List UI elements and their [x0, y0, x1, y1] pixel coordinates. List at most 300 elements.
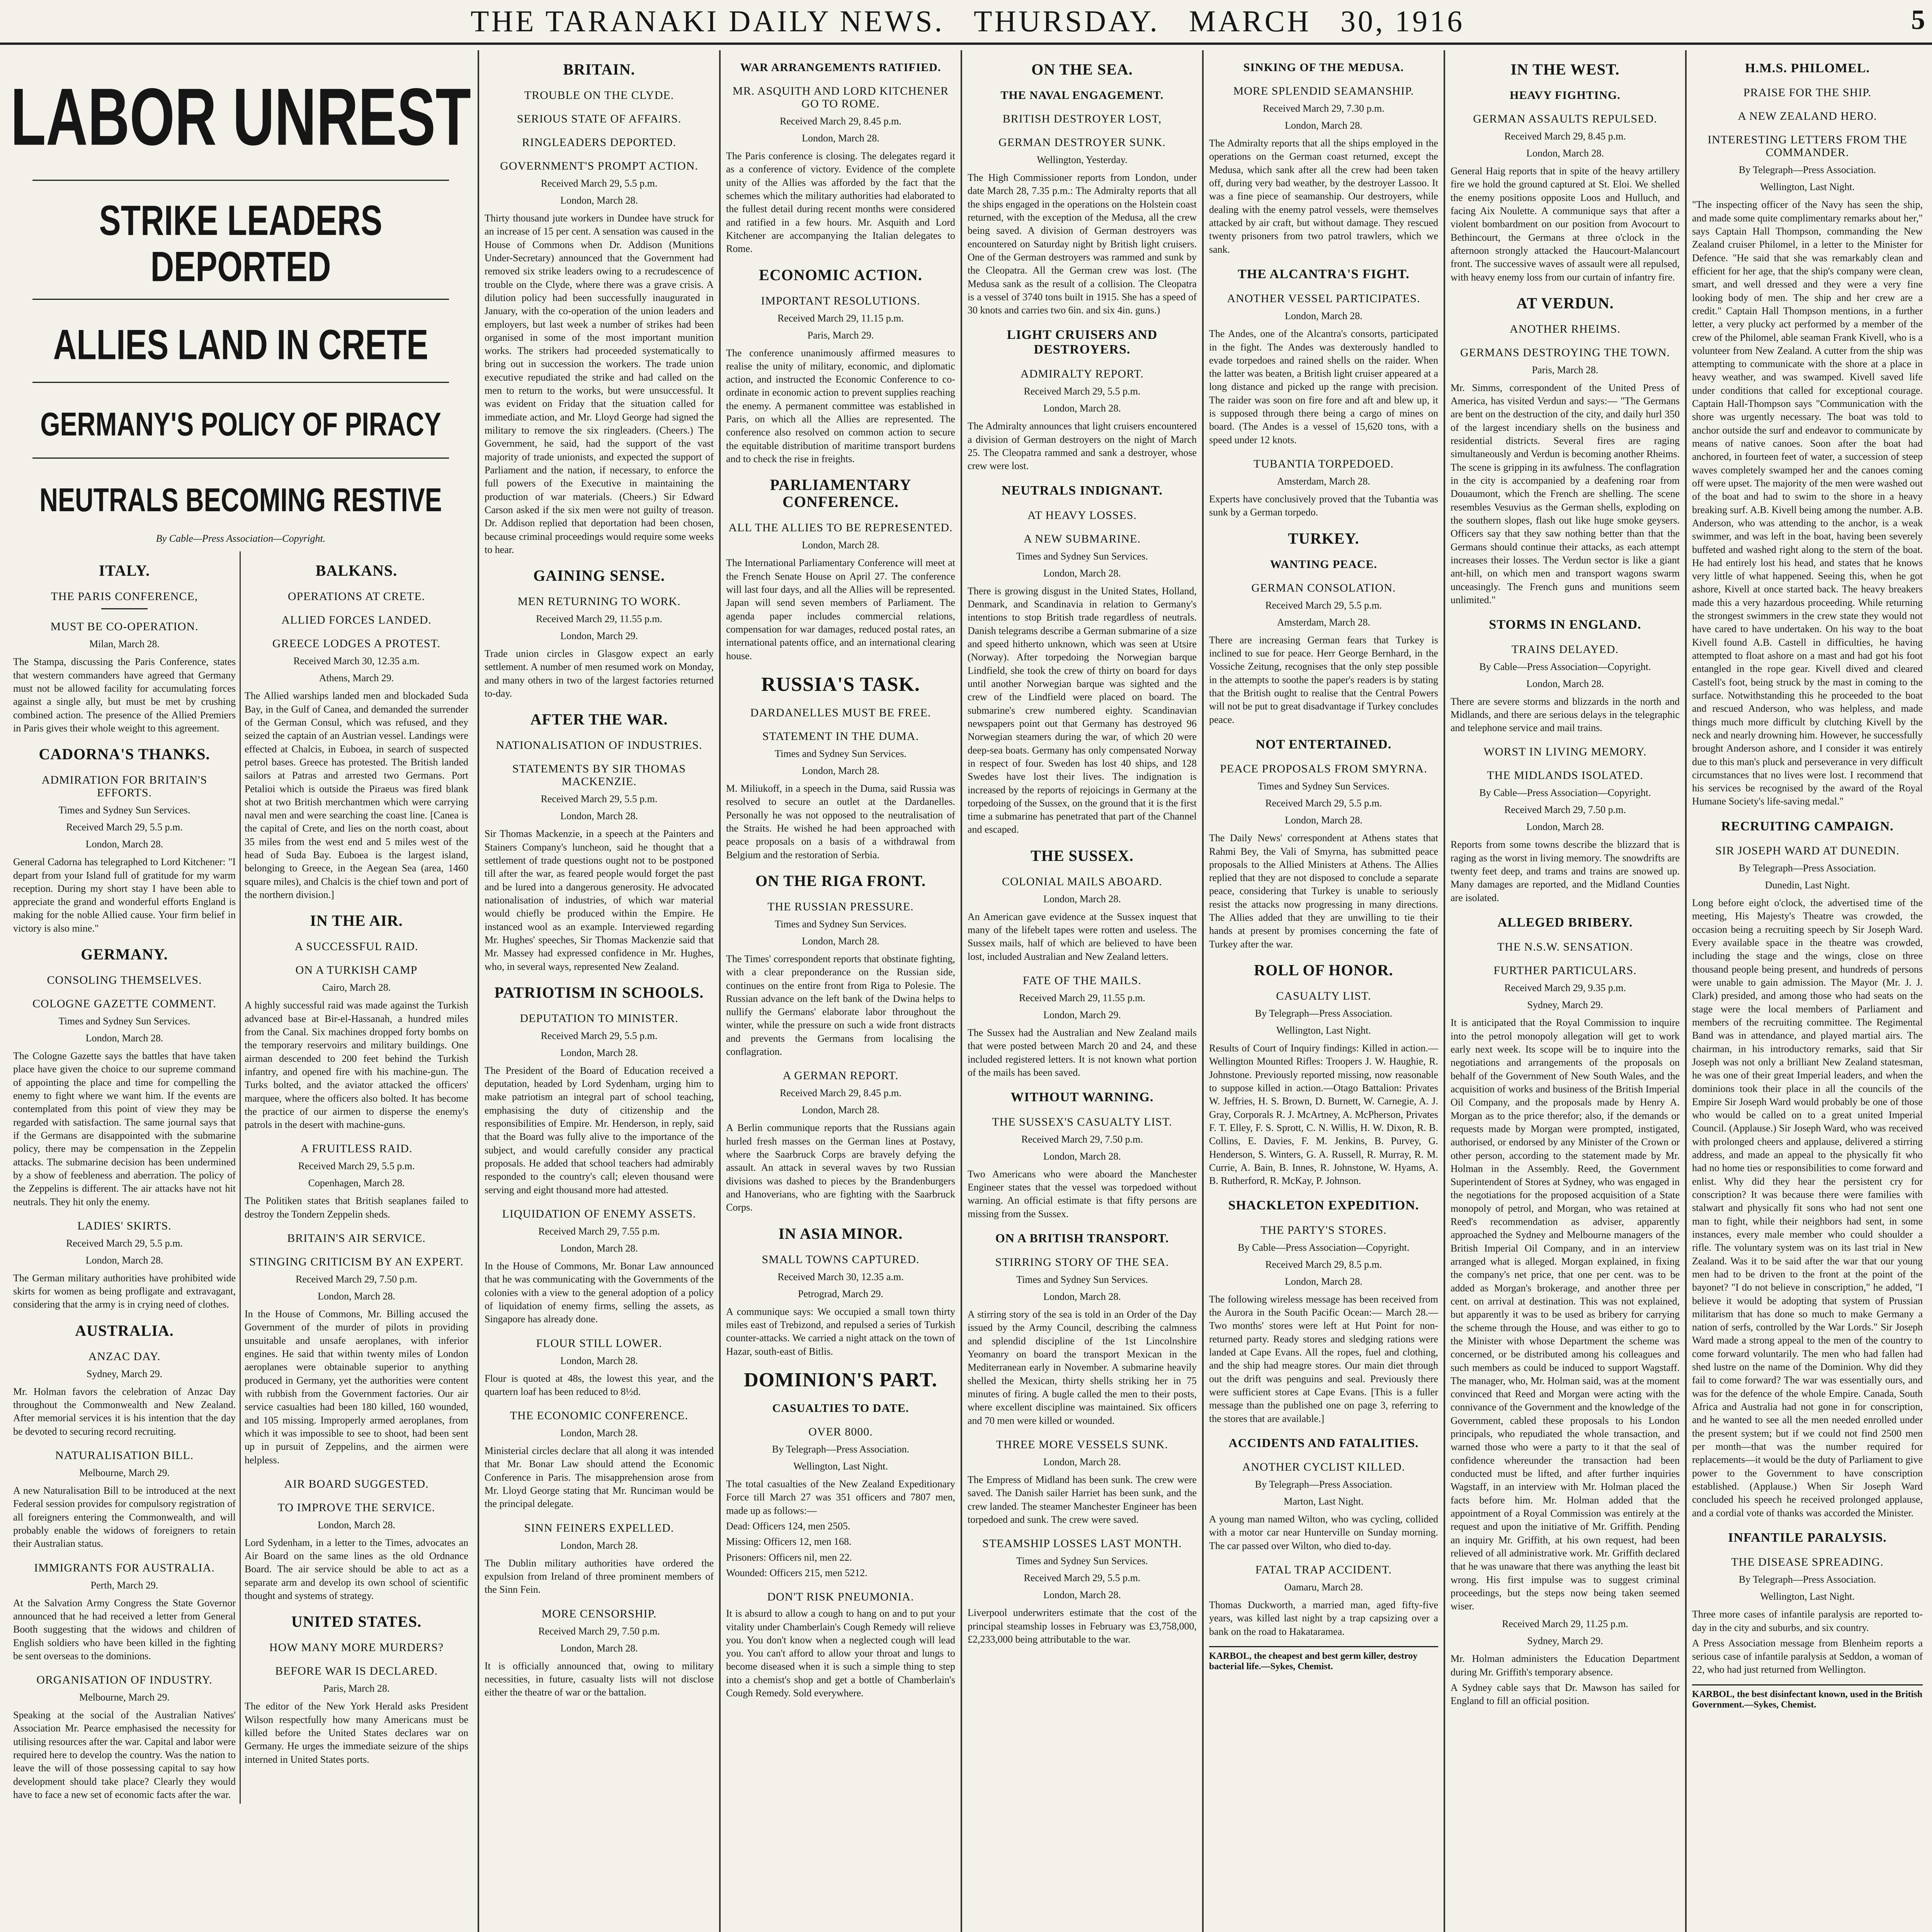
subheading: THE RUSSIAN PRESSURE.: [767, 900, 914, 913]
article-text: The following wireless message has been received from the Aurora in the South Pacific Ocean:— March 28.—Two months' stores were left at Hut Point for non-returned party. Ready stores and sledging rations were landed at Cape Evans. All the ropes, fuel and clothing, and the ship had meagre stores. Our main diet through out the drift was penguins and seal. Previously there were sufficient stores at Cape Evans. [This is a fuller message than the published one on page 3, referring to the stores that are available.]: [1209, 1293, 1438, 1424]
article-text: The Andes, one of the Alcantra's consorts, participated in the fight. The Andes was dexterously handled to evade torpedoes and rained shells on the raider. When the latter was beaten, a British light cruiser appeared at a long distance and picked up the range with precision. The raider was soon on fire fore and aft and blew up, it is supposed through there being a cargo of mines on board. (The Andes is a vessel of 15,620 tons, with a speed under 12 knots.: [1209, 328, 1438, 446]
article-text: There is growing disgust in the United States, Holland, Denmark, and Scandinavia in relation to Germany's intentions to stop British trade regardless of neutrals. Danish telegrams describe a German submarine of a size and speed hitherto unknown, which was seen at Utsire (Norway). After torpedoing the Norwegian barque Lindfield, she took the crew of thirty on board for days until another Norwegian barque was sighted and the crew of the Lindfield were placed on board. The submarine's crew numbered eighty. Scandinavian newspapers point out that Germany has destroyed 96 Norwegian steamers during the war, of which 20 were deep-sea boats. Germany has only compensated Norway in respect of four. Sweden has lost 40 ships, and 128 Swedes have lost their lives. The indignation is increased by the reports of rejoicings in Germany at the torpedoing of the Sussex, on the ground that it is the first time a submarine has penetrated that part of the Channel and escaped.: [968, 585, 1197, 835]
advert-text: It is absurd to allow a cough to hang on and to put your vitality under Chamberlain's Cough Remedy will relieve you. You don't know when a neglected cough will lead you. You can't afford to allow your throat and lungs to become diseased when it is such a simple thing to step into a chemist's shop and get a bottle of Chamberlain's Cough Remedy. Sold everywhere.: [726, 1608, 955, 1699]
headline-labor-unrest: LABOR UNREST: [10, 71, 471, 162]
subheading: IMPORTANT RESOLUTIONS.: [761, 294, 920, 307]
received-line: Received March 29, 11.25 p.m.: [1502, 1618, 1628, 1630]
heading-gaining-sense: GAINING SENSE.: [533, 567, 665, 585]
dateline: Petrograd, March 29.: [798, 1288, 883, 1299]
subheading: IMMIGRANTS FOR AUSTRALIA.: [34, 1561, 215, 1574]
column-3: [721, 50, 962, 1932]
dateline: Copenhagen, March 28.: [308, 1177, 405, 1189]
article-text: A Sydney cable says that Dr. Mawson has sailed for England to fill an official position.: [1451, 1682, 1680, 1707]
heading-economic-action: ECONOMIC ACTION.: [759, 266, 922, 284]
dateline: London, March 28.: [1043, 1150, 1121, 1162]
divider: [32, 180, 449, 181]
subheading: FLOUR STILL LOWER.: [536, 1337, 662, 1350]
subheading: ALLIED FORCES LANDED.: [281, 614, 432, 627]
column-1: [4, 50, 479, 1932]
received-line: Received March 29, 7.55 p.m.: [538, 1225, 660, 1237]
article-text: The Paris conference is closing. The delegates regard it as a conference of victory. Evidence of the complete unity of the Allies was afforded by the fact that the schemes which the military authorities had elaborated to the fullest detail during recent months were considered and ratified in a few hours. Mr. Asquith and Lord Kitchener are accompanying the Italian delegates to Rome.: [726, 150, 955, 255]
article-text: Mr. Holman administers the Education Department during Mr. Griffith's temporary absence.: [1451, 1653, 1680, 1678]
subheading: OVER 8000.: [808, 1425, 873, 1438]
heading-shackleton: SHACKLETON EXPEDITION.: [1228, 1198, 1419, 1213]
article-text: Sir Thomas Mackenzie, in a speech at the Painters and Stainers Company's luncheon, said he thought that a settlement of trade questions ought not to be postponed till after the war, as feared people would forget the past and be lured into a dangerous generosity. He advocated nationalisation of industries, of which war material would chiefly be produced within the Empire. He instanced wool as an example. Interviewed regarding Mr. Hughes' speeches, Sir Thomas Mackenzie said that Mr. Massey had expressed confidence in Mr. Hughes, who, in several ways, represented New Zealand.: [485, 828, 714, 972]
article-text: The German military authorities have prohibited wide skirts for women as being profligate and extravagant, considering that the army is in crying need of clothes.: [13, 1272, 236, 1310]
services-line: Times and Sydney Sun Services.: [1016, 1555, 1148, 1567]
article-text: A Press Association message from Blenheim reports a serious case of infantile paralysis at Seddon, a woman of 22, who had just returned from Wellington.: [1692, 1637, 1923, 1675]
subheading: ALL THE ALLIES TO BE REPRESENTED.: [728, 521, 953, 534]
received-line: Received March 30, 12.35 a.m.: [777, 1271, 904, 1282]
article-text: A Berlin communique reports that the Russians again hurled fresh masses on the German lines at Postavy, where the Saarbruck Corps are bravely defying the assault. An attack in several waves by two Russian divisions was dashed to pieces by the Brandenburgers and Hanoverians, who are fighting with the Saarbruck Corps.: [726, 1122, 955, 1213]
article-text: Ministerial circles declare that all along it was intended that Mr. Bonar Law should attend the Economic Conference in Paris. The misapprehension arose from Mr. Lloyd George stating that Mr. Runciman would be the principal delegate.: [485, 1445, 714, 1510]
article-text: The Admiralty reports that all the ships employed in the operations on the German coast returned, except the Medusa, which sank after all the crew had been taken off, during very bad weather, by the destroyer Lassoo. It was a fine piece of seamanship. Our destroyers, while dealing with the enemy patrol vessels, were themselves attacked by air craft, but without damage. They rescued twenty prisoners from two patrol trawlers, which we sank.: [1209, 138, 1438, 255]
subheading: STEAMSHIP LOSSES LAST MONTH.: [982, 1537, 1182, 1550]
article-text: The President of the Board of Education received a deputation, headed by Lord Sydenham, urging him to make patriotism an integral part of school teaching, emphasising the duty of citizenship and the responsibilities of Empire. Mr. Henderson, in reply, said that the Board was fully alive to the importance of the subject, and would carefully consider any practical proposals. He added that school teachers had admirably responded to the country's call; eleven thousand were serving and eight thousand more had attested.: [485, 1065, 714, 1196]
masthead-date: 30, 1916: [1340, 4, 1465, 38]
dateline: London, March 29.: [560, 630, 638, 642]
article-text: A highly successful raid was made against the Turkish advanced base at Bir-el-Hassanah, a hundred miles from the Canal. Six machines dropped forty bombs on the temporary reservoirs and military buildings. One airman descended to 200 feet behind the Turkish infantry, and opened fire with his machine-gun. The Turks bolted, and the aviator attacked the officers' marquee, where the officers also bolted. It has become the practice of our airmen to disperse the enemy's patrols in the desert with machine-guns.: [245, 1000, 468, 1131]
article-text: Three more cases of infantile paralysis are reported to-day in the city and suburbs, and six country.: [1692, 1609, 1923, 1633]
subheading: AT HEAVY LOSSES.: [1027, 509, 1137, 522]
heading-light-cruisers: LIGHT CRUISERS AND DESTROYERS.: [1007, 328, 1158, 357]
received-line: Received March 29, 7.30 p.m.: [1263, 103, 1384, 114]
column-1b: [241, 551, 472, 1769]
subheading: ANZAC DAY.: [88, 1350, 161, 1363]
article-text: Thirty thousand jute workers in Dundee have struck for an increase of 15 per cent. A sensation was caused in the House of Commons when Dr. Addison (Munitions Under-Secretary) announced that the Government had removed six strike leaders owing to a recrudescence of trouble on the Clyde, where there was a grave crisis. A dilution policy had been successfully inaugurated in January, with the co-operation of the union leaders and employers, but last week a number of strikes had been organised in some of the most important munition works. The strikers had proceeded systematically to bring out in succession the workers. The trade union executive repudiated the strike and had called on the men to return to the works, but were unsuccessful. It was evident on Friday that the situation called for immediate action, and Mr. Lloyd George had signed the military to remove the six ringleaders. (Cheers.) The Government, he said, had the support of the vast majority of trade unionists, and expected the support of Parliament and the nation, if necessary, to enforce the full powers of the Executive in maintaining the production of war materials. (Cheers.) Sir Edward Carson asked if the six men were not guilty of treason. Dr. Addison replied that deportation had been chosen, because criminal proceedings would require some weeks to hear.: [485, 213, 714, 555]
dateline: London, March 28.: [560, 1047, 638, 1058]
article-text: A new Naturalisation Bill to be introduced at the next Federal session provides for compulsory registration of all foreigners entering the Commonwealth, and will probably enable the widows of foreigners to retain their Australian status.: [13, 1485, 236, 1549]
dateline: London, March 28.: [560, 1427, 638, 1439]
masthead-title: THE TARANAKI DAILY NEWS.: [470, 4, 945, 38]
dateline: London, March 28.: [1285, 1276, 1362, 1287]
received-line: Received March 29, 7.50 p.m.: [1021, 1133, 1143, 1145]
dateline: Oamaru, March 28.: [1284, 1582, 1363, 1593]
heading-without-warning: WITHOUT WARNING.: [1010, 1090, 1154, 1105]
article-text: At the Salvation Army Congress the State Governor announced that he had received a letter from General Booth suggesting that the widows and children of English soldiers who have been killed in the fighting be sent overseas to the dominions.: [13, 1597, 236, 1662]
heading-on-the-sea: ON THE SEA.: [1031, 61, 1133, 78]
received-line: Received March 29, 8.5 p.m.: [1265, 1259, 1382, 1270]
article-text: Flour is quoted at 48s, the lowest this year, and the quartern loaf has been reduced to 8½d.: [485, 1372, 714, 1397]
dateline: London, March 28.: [1285, 815, 1362, 826]
subheading: ANOTHER VESSEL PARTICIPATES.: [1227, 292, 1420, 305]
dateline: London, March 28.: [85, 838, 163, 850]
dateline: London, March 28.: [1526, 678, 1604, 689]
subheading: STIRRING STORY OF THE SEA.: [995, 1256, 1169, 1269]
heading-alcantra: THE ALCANTRA'S FIGHT.: [1238, 267, 1410, 281]
subheading: MUST BE CO-OPERATION.: [50, 620, 199, 633]
article-text: Mr. Simms, correspondent of the United Press of America, has visited Verdun and says:— "The Germans are bent on the destruction of the city, and daily hurl 350 of the largest incendiary shells on the business and residential districts. Several fires are raging simultaneously and Verdun is becoming another Rheims. The scene is gripping in its awfulness. The conflagration in the city is accompanied by a deafening roar from Douaumont, which the French are shelling. The scene resembles Vesuvius as the German shells, exploding on the southern slopes, flash out like huge smoke geysers. Officers say that they saw nothing better than that the Germans should continue their attacks, as each attempt increases their losses. The Verdun sector is like a giant ant-hill, on which men and transport wagons swarm unceasingly. The French guns and munitions seem unlimited.": [1451, 382, 1680, 605]
byline: By Cable—Press Association—Copyright.: [1479, 661, 1651, 672]
heading-patriotism: PATRIOTISM IN SCHOOLS.: [494, 983, 704, 1001]
subheading: NATIONALISATION OF INDUSTRIES.: [496, 739, 702, 752]
services-line: Times and Sydney Sun Services.: [58, 804, 190, 816]
subheading: ANOTHER CYCLIST KILLED.: [1242, 1461, 1405, 1474]
dateline: Sydney, March 29.: [1527, 999, 1603, 1011]
received-line: Received March 29, 5.5 p.m.: [541, 793, 658, 805]
dateline: London, March 28.: [1043, 1291, 1121, 1303]
subheading: ANOTHER RHEIMS.: [1510, 322, 1621, 335]
subheading: AIR BOARD SUGGESTED.: [284, 1477, 429, 1490]
byline: By Telegraph—Press Association.: [1738, 164, 1876, 176]
heading-roll-of-honor: ROLL OF HONOR.: [1254, 961, 1393, 979]
subheading: A FRUITLESS RAID.: [300, 1142, 413, 1155]
article-text: General Haig reports that in spite of the heavy artillery fire we hold the ground captured at St. Eloi. We shelled the enemy positions opposite Loos and Hulluch, and facing Aix Noulette. A communique says that after a violent bombardment on our position from Avocourt to Bethincourt, the Germans at three o'clock in the afternoon strongly attacked the Haucourt-Malancourt front. The successive waves of assault were all repulsed, with heavy enemy loss from our curtain of infantry fire.: [1451, 165, 1680, 283]
column-2: [479, 50, 721, 1932]
article-text: The Times' correspondent reports that obstinate fighting, with a clear preponderance on the Russian side, continues on the entire front from Riga to Polesie. The Russian advance on the left bank of the Dwina helps to nullify the Germans' elaborate labor throughout the winter, while the pressure on such a wide front distracts and prevents the Germans from localising the conflagration.: [726, 953, 955, 1058]
dateline: London, March 28.: [318, 1291, 395, 1302]
subheading: TUBANTIA TORPEDOED.: [1253, 457, 1394, 471]
headline-strike-leaders: STRIKE LEADERS DEPORTED: [99, 196, 383, 291]
heading-philomel: H.M.S. PHILOMEL.: [1745, 61, 1870, 75]
subheading: MR. ASQUITH AND LORD KITCHENER GO TO ROME.: [732, 85, 949, 110]
dateline: Athens, March 29.: [319, 672, 394, 684]
received-line: Received March 29, 5.5 p.m.: [541, 1030, 658, 1041]
dateline: Paris, March 28.: [1532, 364, 1599, 376]
subheading: INTERESTING LETTERS FROM THE COMMANDER.: [1708, 133, 1907, 159]
article-text: "The inspecting officer of the Navy has seen the ship, and made some quite complimentary remarks about her," says Captain Hall Thompson, commanding the New Zealand cruiser Philomel, in a letter to the Minister for Defence. "He said that she was remarkably clean and efficient for her age, that the ship's company were clean, smart, and well dressed and they were a very fine looking body of men. The ship and her crew are a credit." Captain Hall Thompson mentions, in a further letter, a very plucky act performed by a member of the crew of the Philomel, able seaman Frank Kivell, who is a volunteer from New Zealand. A cutter from the ship was attempting to communicate with the shore at a place in heavy weather, and was swamped. Kivell saved life under conditions that called for exceptional courage. Captain Hall-Thompson says "Communication with the shore was urgently necessary. The boat was told to anchor outside the surf and endeavor to communicate by means of native canoes. Soon after the boat had anchored, in fourteen feet of water, a succession of steep waves completely swamped her and the canoes coming off were upset. The majority of the men were washed out of the boat and had to swim to the shore in a heavy breaking surf. A.B. Kivell being among the number. A.B. Anderson, who was attending to the anchor, is a weak swimmer, and was left in the boat, having been severely buffeted and washed right along to the stern of the boat. He had entirely lost his head, and states that he knows very little of what happened. Seeing this, when he got ashore, Kivell at once started back. The heavy breakers made this a very hazardous proceeding. While returning the strongest swimmers in the crew state they would not have cared to have undertaken. On his way to the boat Kivell found A.B. Castell in difficulties, he having attempted to float ashore on a mast and had got his foot entangled in the rope gear. Kivell dived and cleared Castell's foot, being struck by the mast in coming to the surface. Notwithstanding this he proceeded to the boat and rescued Anderson, who was helpless, and made things much more difficult by clutching Kivell by the neck and nearly drowning him. However, he successfully brought Anderson ashore, and I consider it was entirely due to this man's pluck and perseverance in very difficult circumstances that no lives were lost. I recommend that his services be recognised by the award of the Royal Humane Society's life-saving medal.": [1692, 199, 1923, 807]
received-line: Received March 29, 7.50 p.m.: [296, 1274, 417, 1285]
page-number: 5: [1911, 4, 1927, 35]
subheading: GERMAN ASSAULTS REPULSED.: [1473, 112, 1657, 125]
casualty-dead: Dead: Officers 124, men 2505.: [726, 1520, 850, 1532]
subheading: MEN RETURNING TO WORK.: [517, 595, 681, 608]
article-text: Speaking at the social of the Australian Natives' Association Mr. Pearce emphasised the necessity for utilising resources after the war. Capital and labor were required here to develop the country. Was the nation to leave the will of those possessing capital to say how development should take place? Clearly they would have to face a new set of economic facts after the war.: [13, 1709, 236, 1801]
article-text: A stirring story of the sea is told in an Order of the Day issued by the Army Council, describing the calmness and splendid discipline of the 1st Lincolnshire Yeomanry on board the transport Mexican in the Mediterranean early in November. A submarine heavily shelled the Mexican, thirty shells striking her in 75 minutes of firing. A bugle called the men to their posts, where excellent discipline was maintained. Six officers and 70 men were killed or wounded.: [968, 1309, 1197, 1426]
services-line: Times and Sydney Sun Services.: [1016, 1274, 1148, 1286]
subheading: LIQUIDATION OF ENEMY ASSETS.: [502, 1207, 696, 1220]
received-line: Received March 29, 5.5 p.m.: [66, 1237, 183, 1249]
article-text: Two Americans who were aboard the Manchester Engineer states that the vessel was torpedoed without warning. An official estimate is that fifty persons are missing from the Sussex.: [968, 1168, 1197, 1219]
article-text: The total casualties of the New Zealand Expeditionary Force till March 27 was 351 officers and 7807 men, made up as follows:—: [726, 1478, 955, 1516]
heading-accidents: ACCIDENTS AND FATALITIES.: [1228, 1435, 1419, 1450]
heading-britain: BRITAIN.: [563, 61, 635, 78]
subheading: WANTING PEACE.: [1270, 558, 1378, 571]
column-1-subcolumns: [9, 551, 472, 1804]
dateline: Sydney, March 29.: [1527, 1635, 1603, 1647]
article-text: The Politiken states that British seaplanes failed to destroy the Tondern Zeppelin sheds.: [245, 1195, 468, 1220]
dateline: London, March 28.: [802, 1104, 879, 1116]
subheading: MORE SPLENDID SEAMANSHIP.: [1233, 85, 1414, 97]
subheading: MORE CENSORSHIP.: [541, 1607, 657, 1620]
dateline: Sydney, March 29.: [86, 1368, 163, 1379]
subheading: WORST IN LIVING MEMORY.: [1483, 745, 1647, 759]
article-text: Trade union circles in Glasgow expect an early settlement. A number of men resumed work on Monday, and many others in two of the largest factories returned to-day.: [485, 648, 714, 699]
divider: [101, 608, 148, 609]
masthead: [0, 0, 1932, 45]
article-text: There are increasing German fears that Turkey is inclined to sue for peace. Herr George Bernhard, in the Vossiche Zeitung, recognises that the only step possible in the attempts to soothe the paper's readers is by stating that the British ought to realise that the Central Powers will not be put to great disadvantage if Turkey concludes peace.: [1209, 634, 1438, 725]
article-text: In the House of Commons, Mr. Billing accused the Government of the murder of pilots in providing unsuitable and unsafe aeroplanes, with inferior engines. He said that within twenty miles of London aeroplanes were obtainable superior to anything produced in Germany, yet the authorities were content with rubbish from the Government factories. Our air service casualties had been 180 killed, 160 wounded, and 105 missing. Improperly armed aeroplanes, from which it was impossible to see to shoot, had been sent up in pursuit of Zeppelins, and the airmen were helpless.: [245, 1308, 468, 1466]
headline-allies-crete: ALLIES LAND IN CRETE: [53, 321, 429, 368]
article-text: Results of Court of Inquiry findings: Killed in action.—Wellington Mounted Rifles: Troopers J. W. Haughie, R. Johnstone. Previously reported missing, now reasonable to suppose killed in action.—Otago Battalion: Privates W. Jeffries, H. S. Brown, D. Burnett, W. Carnegie, A. J. Gray, Corporals R. J. McArtney, A. McPherson, Privates F. T. Elley, F. S. Sprott, C. N. Willis, H. W. Dixon, R. B. Collins, E. Davies, F. M. Jenkins, B. Purvey, G. Henderson, S. Winters, G. A. Russell, R. Murray, R. M. Currie, A. Bain, B. Innes, R. Johnstone, W. Hyams, A. B. Rutherford, R. McKay, P. Johnson.: [1209, 1043, 1438, 1187]
received-line: Received March 29, 5.5 p.m.: [1265, 599, 1382, 611]
subheading: THREE MORE VESSELS SUNK.: [996, 1438, 1168, 1451]
dateline: London, March 28.: [560, 1539, 638, 1551]
subheading: FATE OF THE MAILS.: [1023, 974, 1141, 987]
byline: By Telegraph—Press Association.: [1738, 862, 1876, 874]
subheading: NATURALISATION BILL.: [55, 1449, 194, 1462]
subheading: THE ECONOMIC CONFERENCE.: [510, 1409, 689, 1422]
received-line: Received March 29, 7.50 p.m.: [538, 1625, 660, 1637]
subheading: GERMANS DESTROYING THE TOWN.: [1460, 346, 1670, 359]
heading-balkans: BALKANS.: [315, 562, 398, 580]
advert-karbol: KARBOL, the best disinfectant known, used in the British Government.—Sykes, Chemist.: [1692, 1684, 1923, 1710]
subheading: ADMIRALTY REPORT.: [1020, 367, 1144, 381]
subheading: COLOGNE GAZETTE COMMENT.: [32, 997, 216, 1010]
headline-germany-piracy: GERMANY'S POLICY OF PIRACY: [40, 405, 441, 443]
dateline: Melbourne, March 29.: [79, 1467, 170, 1479]
article-text: The International Parliamentary Conference will meet at the French Senate House on April 27. The conference will last four days, and all the Allies will be represented. Japan will send seven members of Parliament. The agenda paper includes commercial relations, compensation for war damages, reduced postal rates, an international patents office, and an international clearing house.: [726, 557, 955, 662]
heading-australia: AUSTRALIA.: [75, 1321, 174, 1339]
subheading: PEACE PROPOSALS FROM SMYRNA.: [1220, 762, 1427, 776]
heading-recruiting: RECRUITING CAMPAIGN.: [1721, 819, 1894, 833]
divider: [32, 299, 449, 300]
article-text: General Cadorna has telegraphed to Lord Kitchener: "I depart from your Island full of gratitude for my warm reception. During my short stay I have been able to appreciate the grand and wonderful efforts England is making for the noble Allied cause. Your firm belief in victory is also mine.": [13, 856, 236, 934]
dateline: Wellington, Last Night.: [793, 1461, 888, 1472]
dateline: London, March 28.: [560, 195, 638, 206]
subheading: RINGLEADERS DEPORTED.: [522, 136, 677, 149]
heading-asia-minor: IN ASIA MINOR.: [778, 1225, 903, 1242]
heading-parliamentary-conference: PARLIAMENTARY CONFERENCE.: [770, 476, 912, 511]
dateline: London, March 28.: [1043, 567, 1121, 579]
received-line: Received March 29, 5.5 p.m.: [1024, 386, 1141, 397]
byline: By Telegraph—Press Association.: [1738, 1574, 1876, 1585]
heading-in-the-west: IN THE WEST.: [1510, 61, 1620, 78]
advert-heading: DON'T RISK PNEUMONIA.: [767, 1590, 914, 1604]
dateline: London, March 28.: [1043, 403, 1121, 414]
dateline: London, March 28.: [1285, 120, 1362, 131]
subheading: STINGING CRITICISM BY AN EXPERT.: [249, 1255, 464, 1269]
byline: By Telegraph—Press Association.: [1255, 1479, 1393, 1490]
dateline: Melbourne, March 29.: [79, 1692, 170, 1703]
dateline: London, March 28.: [318, 1519, 395, 1531]
dateline: Perth, March 29.: [90, 1579, 158, 1591]
subheading: THE PARTY'S STORES.: [1260, 1223, 1387, 1236]
dateline: Amsterdam, March 28.: [1277, 616, 1371, 628]
dateline: Dunedin, Last Night.: [1765, 879, 1850, 891]
dateline: Wellington, Last Night.: [1276, 1025, 1371, 1036]
advert-karbol: KARBOL, the cheapest and best germ killer, destroy bacterial life.—Sykes, Chemist.: [1209, 1646, 1438, 1672]
article-text: In the House of Commons, Mr. Bonar Law announced that he was communicating with the Governments of the colonies with a view to the general adoption of a policy of liquidation of enemy firms, selling the assets, as Singapore has already done.: [485, 1260, 714, 1325]
masthead-day: THURSDAY.: [974, 4, 1160, 38]
article-text: The High Commissioner reports from London, under date March 28, 7.35 p.m.: The Admiralty reports that all the ships engaged in the operations on the Holstein coast returned, with the exception of the Medusa, all the crew being saved. A division of German destroyers was encountered on Saturday night by British light cruisers. One of the German destroyers was rammed and sunk by the Cleopatra. All the German crew was lost. (The Medusa sank as the result of a collision. The Cleopatra is a vessel of 3740 tons built in 1915. She has a speed of 30 knots and carries two 6in. and six 4in. guns.): [968, 172, 1197, 316]
dateline: Wellington, Yesterday.: [1037, 154, 1128, 165]
services-line: Times and Sydney Sun Services.: [58, 1015, 190, 1027]
subheading: SINKING OF THE MEDUSA.: [1243, 61, 1404, 74]
subheading: THE MIDLANDS ISOLATED.: [1487, 769, 1643, 782]
received-line: Received March 29, 5.5 p.m.: [1024, 1572, 1141, 1584]
casualty-missing: Missing: Officers 12, men 168.: [726, 1536, 852, 1548]
subheading: BEFORE WAR IS DECLARED.: [275, 1665, 438, 1678]
column-4: [962, 50, 1204, 1932]
received-line: Received March 29, 5.5 p.m.: [541, 178, 658, 189]
article-text: An American gave evidence at the Sussex inquest that many of the lifebelt tapes were rotten and useless. The Sussex mails, half of which are believed to have been lost, included Australian and New Zealand letters.: [968, 911, 1197, 962]
subheading: ADMIRATION FOR BRITAIN'S EFFORTS.: [41, 774, 207, 799]
subheading: A GERMAN REPORT.: [782, 1069, 899, 1082]
dateline: Paris, March 28.: [323, 1683, 390, 1694]
article-text: The Sussex had the Australian and New Zealand mails that were posted between March 20 and 24, and these included registered letters. It is not known what portion of the mails has been saved.: [968, 1027, 1197, 1078]
divider: [32, 457, 449, 459]
subheading: THE N.S.W. SENSATION.: [1497, 940, 1633, 954]
article-text: The Cologne Gazette says the battles that have taken place have given the choice to our supreme command of appointing the place and time for compelling the enemy to fight where we want him. If the events are contemplated from this point of view they may be regarded with satisfaction. The same journal says that if the Germans are disappointed with the submarine policy, there may be compensation in the Zeppelin attacks. The submarine decision has been undermined by a show of feebleness and aberration. The policy of the Zeppelins is different. The air attacks have not hit neutrals. They hit only the enemy.: [13, 1050, 236, 1208]
article-text: It is officially announced that, owing to military necessities, in future, casualty lists will not disclose either the theatre of war or the battalion.: [485, 1660, 714, 1698]
received-line: Received March 30, 12.35 a.m.: [293, 655, 420, 667]
subheading: CASUALTIES TO DATE.: [772, 1402, 909, 1415]
byline: By Telegraph—Press Association.: [1255, 1008, 1393, 1019]
subheading: THE NAVAL ENGAGEMENT.: [1000, 89, 1164, 102]
byline: By Cable—Press Association—Copyright.: [1479, 787, 1651, 799]
received-line: Received March 29, 5.5 p.m.: [1265, 798, 1382, 809]
article-text: The Stampa, discussing the Paris Conference, states that western commanders have agreed that Germany must not be allowed facility for accumulating forces against a single ally, but must be met by crushing combined action. The presence of the Allied Premiers in Paris gives their whole weight to this agreement.: [13, 656, 236, 734]
article-text: Experts have conclusively proved that the Tubantia was sunk by a German torpedo.: [1209, 493, 1438, 518]
dateline: London, March 28.: [1043, 1456, 1121, 1468]
subheading: STATEMENT IN THE DUMA.: [762, 730, 919, 743]
heading-alleged-bribery: ALLEGED BRIBERY.: [1497, 915, 1633, 930]
received-line: Received March 29, 11.15 p.m.: [777, 312, 904, 324]
subheading: GREECE LODGES A PROTEST.: [272, 637, 441, 650]
article-text: Mr. Holman favors the celebration of Anzac Day throughout the Commonwealth and New Zealand. After memorial services it is his intention that the day be devoted to securing record recruiting.: [13, 1386, 236, 1437]
dateline: London, March 28.: [1526, 148, 1604, 159]
heading-dominions-part: DOMINION'S PART.: [744, 1369, 937, 1391]
dateline: London, March 28.: [560, 1642, 638, 1654]
subheading: TROUBLE ON THE CLYDE.: [524, 89, 674, 102]
dateline: London, March 28.: [802, 539, 879, 551]
dateline: London, March 28.: [1043, 893, 1121, 905]
heading-at-verdun: AT VERDUN.: [1516, 294, 1614, 312]
subheading: THE SUSSEX'S CASUALTY LIST.: [992, 1115, 1172, 1128]
received-line: Received March 29, 9.35 p.m.: [1504, 982, 1626, 994]
headline-neutrals: NEUTRALS BECOMING RESTIVE: [39, 481, 442, 518]
received-line: Received March 29, 5.5 p.m.: [66, 821, 183, 833]
masthead-month: MARCH: [1189, 4, 1311, 38]
dateline: Paris, March 29.: [807, 329, 874, 341]
heading-germany: GERMANY.: [81, 946, 168, 963]
dateline: London, March 28.: [1526, 821, 1604, 833]
article-text: Long before eight o'clock, the advertised time of the meeting, His Majesty's Theatre was crowded, the occasion being a recruiting speech by Sir Joseph Ward. Every available space in the theatre was crowded, including the stage and the wings, close on three thousand people being present, and hundreds of persons were unable to gain admission. The Mayor (Mr. J. J. Clark) presided, and among those who had seats on the stage were the local members of Parliament and members of the recruiting committee. The Regimental Band was in attendance, and played martial airs. The chairman, in his introductory remarks, said that Sir Joseph was not only a brilliant New Zealand statesman, he was one of their great Imperial leaders, and when the dominions took their place in all the councils of the Empire Sir Joseph Ward would probably be one of those who would be called on to a great united Imperial Council. (Applause.) Sir Joseph Ward, who was received with prolonged cheers and applause, delivered a stirring address, and made an appeal to the physically fit who had no home ties or responsibilities to come forward and enlist. Why did they hear the persistent cry for conscription? It was because there were families with stalwart and physically fit sons who had not sent one man to fight, while their neighbors had sent, in some instances, every male member who could shoulder a rifle. The voluntary system was on its last trial in New Zealand. Was it to be said after the war that our young men had to be driven to the front at the point of the bayonet? "I do not believe in conscription," he added, "I believe it would be adopting that system of Prussian militarism that has done so much to make Germany a nation of serfs, controlled by the War Lords." Sir Joseph Ward made a strong appeal to the men of the country to come forward voluntarily. The men who had fallen had shed lustre on the name of the Dominion. Why did they fail to come forward? The war was essentially ours, and was for the defence of the whole Empire. Canada, South Africa and Australia had not gone in for conscription, and he wanted to see all the men needed enrolled under the present system; but if we could not find 2500 men per month—that was the number required for replacements—it would be the duty of Parliament to give power to the Government to have conscription established. (Applause.) When Sir Joseph Ward concluded his speech he received prolonged applause, and a cordial vote of thanks was accorded the Minister.: [1692, 897, 1923, 1519]
heading-riga-front: ON THE RIGA FRONT.: [755, 872, 926, 889]
dateline: London, March 28.: [802, 133, 879, 144]
heading-united-states: UNITED STATES.: [291, 1613, 422, 1631]
casualty-prisoners: Prisoners: Officers nil, men 22.: [726, 1551, 852, 1563]
subheading: ON A TURKISH CAMP: [295, 964, 418, 977]
subheading: A NEW ZEALAND HERO.: [1738, 110, 1877, 123]
subheading: GOVERNMENT'S PROMPT ACTION.: [500, 160, 698, 172]
dateline: Amsterdam, March 28.: [1277, 476, 1371, 487]
services-line: Times and Sydney Sun Services.: [1016, 550, 1148, 562]
dateline: Wellington, Last Night.: [1760, 1591, 1855, 1602]
heading-turkey: TURKEY.: [1288, 529, 1359, 547]
services-line: Times and Sydney Sun Services.: [1258, 781, 1389, 792]
article-text: The editor of the New York Herald asks President Wilson respectfully how many Americans must be killed before the United States declares war on Germany. He urges the immediate seizure of the ships interned in United States ports.: [245, 1701, 468, 1765]
article-text: Liverpool underwriters estimate that the cost of the principal steamship losses in February was £3,758,000, £2,233,000 being attributable to the war.: [968, 1607, 1197, 1645]
subheading: FATAL TRAP ACCIDENT.: [1255, 1563, 1392, 1577]
heading-infantile-paralysis: INFANTILE PARALYSIS.: [1728, 1530, 1887, 1545]
heading-neutrals-indignant: NEUTRALS INDIGNANT.: [1002, 483, 1163, 498]
article-text: A young man named Wilton, who was cycling, collided with a motor car near Hunterville on Sunday morning. The car passed over Wilton, who died to-day.: [1209, 1514, 1438, 1551]
heading-russias-task: RUSSIA'S TASK.: [761, 673, 920, 696]
services-line: Times and Sydney Sun Services.: [775, 918, 906, 930]
subheading: SERIOUS STATE OF AFFAIRS.: [517, 112, 682, 125]
dateline: London, March 28.: [802, 935, 879, 947]
received-line: Received March 29, 11.55 p.m.: [1019, 992, 1145, 1004]
subheading: FURTHER PARTICULARS.: [1493, 964, 1637, 977]
divider: [32, 382, 449, 383]
subheading: BRITAIN'S AIR SERVICE.: [287, 1232, 426, 1245]
heading-italy: ITALY.: [99, 562, 150, 580]
subheading: OPERATIONS AT CRETE.: [287, 590, 425, 603]
column-7: [1687, 50, 1928, 1932]
article-text: Lord Sydenham, in a letter to the Times, advocates an Air Board on the same lines as the old Ordnance Board. The air service should be able to act as a separate arm and develop its own school of scientific thought and systems of strategy.: [245, 1537, 468, 1602]
article-text: Reports from some towns describe the blizzard that is raging as the worst in living memory. The snowdrifts are twenty feet deep, and trams and trains are snowed up. Many damages are reported, and the Midland Counties are isolated.: [1451, 839, 1680, 903]
dateline: Marton, Last Night.: [1284, 1496, 1364, 1507]
subheading: BRITISH DESTROYER LOST,: [1002, 112, 1162, 125]
column-area: [4, 50, 1932, 1932]
subheading: SINN FEINERS EXPELLED.: [524, 1521, 674, 1534]
subheading: CONSOLING THEMSELVES.: [47, 974, 202, 987]
column-5: [1204, 50, 1445, 1932]
dateline: London, March 28.: [85, 1254, 163, 1266]
subheading: GERMAN DESTROYER SUNK.: [998, 136, 1166, 149]
heading-the-sussex: THE SUSSEX.: [1031, 847, 1134, 864]
services-line: Times and Sydney Sun Services.: [775, 748, 906, 759]
heading-storms: STORMS IN ENGLAND.: [1489, 617, 1641, 632]
heading-not-entertained: NOT ENTERTAINED.: [1255, 737, 1392, 752]
subheading: GERMAN CONSOLATION.: [1251, 581, 1396, 594]
article-text: The Allied warships landed men and blockaded Suda Bay, in the Gulf of Canea, and demanded the surrender of the German Consul, which was refused, and they seized the captain of an Austrian vessel. Landings were effected at Chalcis, in Euboea, in search of suspected petrol bases. Greece has protested. The British landed sailors at Patras and arrested two Germans. Port Petalioi which is outside the Piraeus was fired blank shot at two British merchantmen which were carrying naval men and were searching the coast line. [Canea is the capital of Crete, and lies on the north coast, about 35 miles from the west end and 5 miles west of the head of Suda Bay. Euboea is the largest island, belonging to Greece, in the Aegean Sea (area, 1460 square miles), and Chalcis is the chief town and port of the northern division.]: [245, 690, 468, 901]
subheading: ORGANISATION OF INDUSTRY.: [36, 1673, 213, 1687]
subheading: CASUALTY LIST.: [1276, 990, 1371, 1003]
subheading: TRAINS DELAYED.: [1511, 643, 1619, 656]
article-text: A communique says: We occupied a small town thirty miles east of Trebizond, and repulsed a series of Turkish counter-attacks. We carried a night attack on the town of Hazar, south-east of Bitlis.: [726, 1306, 955, 1357]
column-1a: [9, 551, 241, 1804]
dateline: London, March 28.: [1285, 310, 1362, 322]
subheading: SIR JOSEPH WARD AT DUNEDIN.: [1715, 844, 1900, 857]
heading-in-the-air: IN THE AIR.: [310, 912, 403, 930]
subheading: COLONIAL MAILS ABOARD.: [1002, 875, 1163, 888]
received-line: Received March 29, 8.45 p.m.: [1504, 131, 1626, 142]
subheading: A NEW SUBMARINE.: [1024, 532, 1141, 545]
heading-cadorna: CADORNA'S THANKS.: [39, 745, 210, 763]
subheading: DEPUTATION TO MINISTER.: [520, 1012, 679, 1025]
dateline: London, March 28.: [85, 1032, 163, 1044]
subheading: PRAISE FOR THE SHIP.: [1743, 86, 1872, 99]
byline: By Cable—Press Association—Copyright.: [156, 533, 326, 544]
dateline: London, March 28.: [560, 1242, 638, 1254]
dateline: Cairo, March 28.: [322, 982, 391, 993]
article-text: The Empress of Midland has been sunk. The crew were saved. The Danish sailer Harriet has been sunk, and the crew landed. The steamer Manchester Engineer has been torpedoed and sunk. The crew were saved.: [968, 1474, 1197, 1525]
article-text: The conference unanimously affirmed measures to realise the unity of military, economic, and diplomatic action, and instructed the Economic Conference to co-ordinate in economic action to prevent supplies reaching the enemy. A permanent committee was established in Paris, on which all the Allies are represented. The conference also resolved on common action to secure the equitable distribution of maritime transport burdens and to check the rise in freights.: [726, 347, 955, 464]
subheading: SMALL TOWNS CAPTURED.: [762, 1253, 920, 1266]
dateline: London, March 28.: [560, 1355, 638, 1366]
article-text: There are severe storms and blizzards in the north and Midlands, and there are serious delays in the telegraphic and telephone service and mail trains.: [1451, 696, 1680, 734]
received-line: Received March 29, 8.45 p.m.: [780, 116, 901, 127]
article-text: Thomas Duckworth, a married man, aged fifty-five years, was killed last night by a trap capsizing over a bank on the road to Hakataramea.: [1209, 1599, 1438, 1637]
subheading: STATEMENTS BY SIR THOMAS MACKENZIE.: [512, 762, 686, 788]
casualty-wounded: Wounded: Officers 215, men 5212.: [726, 1567, 867, 1578]
byline: By Telegraph—Press Association.: [772, 1444, 910, 1455]
dateline: London, March 28.: [802, 765, 879, 776]
received-line: Received March 29, 5.5 p.m.: [298, 1160, 415, 1172]
article-text: The Admiralty announces that light cruisers encountered a division of German destroyers on the night of March 25. The Cleopatra rammed and sank a destroyer, whose crew were lost.: [968, 420, 1197, 472]
subheading: HOW MANY MORE MURDERS?: [269, 1641, 444, 1654]
article-text: M. Miliukoff, in a speech in the Duma, said Russia was resolved to secure an outlet at the Dardanelles. Personally he was not opposed to the neutralisation of the Straits. He wished he had been approached with peace proposals on a basis of a withdrawal from Belgium and the restoration of Serbia.: [726, 783, 955, 861]
dateline: London, March 28.: [1043, 1589, 1121, 1601]
subheading: TO IMPROVE THE SERVICE.: [277, 1501, 435, 1514]
received-line: Received March 29, 7.50 p.m.: [1504, 804, 1626, 816]
subheading: HEAVY FIGHTING.: [1510, 89, 1621, 102]
received-line: Received March 29, 8.45 p.m.: [780, 1087, 901, 1099]
byline: By Cable—Press Association—Copyright.: [1238, 1242, 1410, 1253]
